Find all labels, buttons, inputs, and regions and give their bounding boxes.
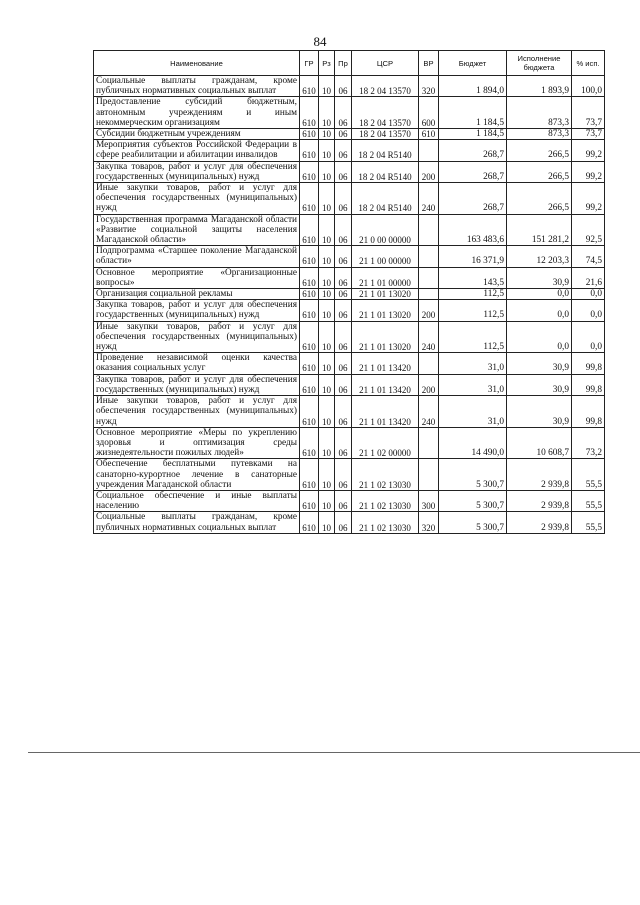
cell-percent: 100,0: [572, 76, 605, 97]
cell-csr: 18 2 04 R5140: [352, 161, 419, 182]
cell-csr: 21 1 01 00000: [352, 267, 419, 288]
cell-pr: 06: [335, 353, 352, 374]
table-header-row: [94, 51, 605, 76]
cell-percent: 99,2: [572, 183, 605, 215]
cell-gr: 610: [300, 76, 319, 97]
cell-pr: 06: [335, 129, 352, 140]
cell-percent: 99,2: [572, 140, 605, 161]
table-row: [94, 374, 605, 395]
cell-vr: [419, 267, 439, 288]
cell-name: Социальное обеспечение и иные выплаты населению: [94, 490, 300, 511]
cell-percent: 55,5: [572, 512, 605, 533]
cell-budget: 112,5: [439, 300, 507, 321]
cell-execution: 2 939,8: [507, 459, 572, 491]
cell-vr: [419, 353, 439, 374]
cell-pr: 06: [335, 300, 352, 321]
cell-vr: [419, 246, 439, 267]
cell-budget: 14 490,0: [439, 427, 507, 459]
cell-pr: 06: [335, 374, 352, 395]
cell-rz: 10: [319, 97, 335, 129]
cell-csr: 18 2 04 R5140: [352, 140, 419, 161]
cell-csr: 21 0 00 00000: [352, 214, 419, 246]
cell-rz: 10: [319, 353, 335, 374]
cell-execution: 0,0: [507, 289, 572, 300]
cell-name: Иные закупки товаров, работ и услуг для обеспечения государственных (муниципальных) нужд: [94, 183, 300, 215]
cell-percent: 74,5: [572, 246, 605, 267]
cell-execution: 30,9: [507, 353, 572, 374]
cell-rz: 10: [319, 76, 335, 97]
cell-rz: 10: [319, 459, 335, 491]
cell-rz: 10: [319, 512, 335, 533]
cell-budget: 5 300,7: [439, 512, 507, 533]
table-row: [94, 183, 605, 215]
cell-gr: 610: [300, 300, 319, 321]
cell-pr: 06: [335, 214, 352, 246]
cell-budget: 268,7: [439, 140, 507, 161]
cell-percent: 0,0: [572, 321, 605, 353]
cell-name: Закупка товаров, работ и услуг для обеспечения государственных (муниципальных) нужд: [94, 300, 300, 321]
cell-budget: 1 184,5: [439, 129, 507, 140]
cell-pr: 06: [335, 246, 352, 267]
cell-name: Мероприятия субъектов Российской Федерации в сфере реабилитации и абилитации инвалидов: [94, 140, 300, 161]
header-pr: Пр: [335, 51, 352, 76]
cell-budget: 31,0: [439, 353, 507, 374]
cell-budget: 268,7: [439, 183, 507, 215]
cell-csr: 21 1 02 13030: [352, 512, 419, 533]
cell-vr: [419, 427, 439, 459]
cell-rz: 10: [319, 140, 335, 161]
cell-csr: 21 1 00 00000: [352, 246, 419, 267]
header-name: Наименование: [94, 51, 300, 76]
table-row: [94, 161, 605, 182]
cell-budget: 31,0: [439, 396, 507, 428]
cell-rz: 10: [319, 427, 335, 459]
table-row: [94, 214, 605, 246]
cell-percent: 99,8: [572, 353, 605, 374]
cell-gr: 610: [300, 267, 319, 288]
cell-percent: 73,7: [572, 97, 605, 129]
cell-gr: 610: [300, 459, 319, 491]
cell-vr: 610: [419, 129, 439, 140]
cell-name: Социальные выплаты гражданам, кроме публичных нормативных социальных выплат: [94, 76, 300, 97]
cell-vr: [419, 140, 439, 161]
header-percent: % исп.: [572, 51, 605, 76]
cell-budget: 1 184,5: [439, 97, 507, 129]
cell-vr: 320: [419, 512, 439, 533]
cell-gr: 610: [300, 161, 319, 182]
cell-budget: 5 300,7: [439, 459, 507, 491]
cell-gr: 610: [300, 321, 319, 353]
cell-name: Организация социальной рекламы: [94, 289, 300, 300]
cell-execution: 12 203,3: [507, 246, 572, 267]
cell-csr: 18 2 04 13570: [352, 97, 419, 129]
cell-rz: 10: [319, 374, 335, 395]
cell-rz: 10: [319, 161, 335, 182]
cell-budget: 112,5: [439, 321, 507, 353]
cell-gr: 610: [300, 374, 319, 395]
cell-execution: 873,3: [507, 97, 572, 129]
cell-gr: 610: [300, 214, 319, 246]
cell-vr: [419, 214, 439, 246]
cell-pr: 06: [335, 289, 352, 300]
cell-gr: 610: [300, 289, 319, 300]
cell-rz: 10: [319, 490, 335, 511]
cell-name: Проведение независимой оценки качества оказания социальных услуг: [94, 353, 300, 374]
cell-execution: 266,5: [507, 161, 572, 182]
table-row: [94, 246, 605, 267]
cell-percent: 99,8: [572, 396, 605, 428]
table-row: [94, 396, 605, 428]
cell-rz: 10: [319, 300, 335, 321]
cell-gr: 610: [300, 97, 319, 129]
cell-vr: 200: [419, 161, 439, 182]
cell-percent: 99,2: [572, 161, 605, 182]
cell-budget: 5 300,7: [439, 490, 507, 511]
header-budget: Бюджет: [439, 51, 507, 76]
cell-execution: 0,0: [507, 321, 572, 353]
cell-name: Иные закупки товаров, работ и услуг для обеспечения государственных (муниципальных) нужд: [94, 396, 300, 428]
cell-execution: 873,3: [507, 129, 572, 140]
cell-budget: 16 371,9: [439, 246, 507, 267]
cell-gr: 610: [300, 490, 319, 511]
cell-gr: 610: [300, 512, 319, 533]
cell-rz: 10: [319, 214, 335, 246]
cell-execution: 30,9: [507, 396, 572, 428]
cell-gr: 610: [300, 183, 319, 215]
cell-execution: 2 939,8: [507, 490, 572, 511]
table-row: [94, 289, 605, 300]
cell-execution: 1 893,9: [507, 76, 572, 97]
cell-execution: 10 608,7: [507, 427, 572, 459]
cell-csr: 21 1 01 13020: [352, 289, 419, 300]
cell-pr: 06: [335, 321, 352, 353]
cell-name: Закупка товаров, работ и услуг для обеспечения государственных (муниципальных) нужд: [94, 374, 300, 395]
cell-pr: 06: [335, 459, 352, 491]
cell-csr: 21 1 02 00000: [352, 427, 419, 459]
cell-percent: 73,2: [572, 427, 605, 459]
table-row: [94, 300, 605, 321]
cell-pr: 06: [335, 512, 352, 533]
cell-percent: 55,5: [572, 459, 605, 491]
cell-pr: 06: [335, 183, 352, 215]
cell-gr: 610: [300, 353, 319, 374]
cell-rz: 10: [319, 267, 335, 288]
table-row: [94, 97, 605, 129]
table-row: [94, 459, 605, 491]
cell-name: Основное мероприятие «Меры по укреплению здоровья и оптимизация среды жизнедеятельности пожилых людей»: [94, 427, 300, 459]
header-gr: ГР: [300, 51, 319, 76]
cell-csr: 21 1 02 13030: [352, 490, 419, 511]
cell-vr: 300: [419, 490, 439, 511]
cell-gr: 610: [300, 427, 319, 459]
cell-csr: 21 1 01 13020: [352, 300, 419, 321]
cell-name: Государственная программа Магаданской области «Развитие социальной защиты населения Магаданской области»: [94, 214, 300, 246]
cell-execution: 266,5: [507, 183, 572, 215]
cell-percent: 0,0: [572, 289, 605, 300]
cell-name: Обеспечение бесплатными путевками на санаторно-курортное лечение в санаторные учреждения Магаданской области: [94, 459, 300, 491]
cell-vr: 200: [419, 374, 439, 395]
table-row: [94, 129, 605, 140]
cell-rz: 10: [319, 289, 335, 300]
cell-vr: 600: [419, 97, 439, 129]
header-execution: Исполнение бюджета: [507, 51, 572, 76]
cell-vr: 240: [419, 183, 439, 215]
cell-name: Закупка товаров, работ и услуг для обеспечения государственных (муниципальных) нужд: [94, 161, 300, 182]
cell-name: Основное мероприятие «Организационные вопросы»: [94, 267, 300, 288]
cell-vr: 240: [419, 321, 439, 353]
table-body: [94, 76, 605, 534]
cell-budget: 163 483,6: [439, 214, 507, 246]
cell-budget: 143,5: [439, 267, 507, 288]
cell-budget: 268,7: [439, 161, 507, 182]
cell-percent: 99,8: [572, 374, 605, 395]
cell-execution: 30,9: [507, 374, 572, 395]
cell-budget: 1 894,0: [439, 76, 507, 97]
cell-percent: 73,7: [572, 129, 605, 140]
cell-pr: 06: [335, 140, 352, 161]
cell-gr: 610: [300, 129, 319, 140]
cell-pr: 06: [335, 161, 352, 182]
table-row: [94, 512, 605, 533]
cell-vr: 240: [419, 396, 439, 428]
cell-budget: 31,0: [439, 374, 507, 395]
table-row: [94, 353, 605, 374]
cell-vr: 320: [419, 76, 439, 97]
header-csr: ЦСР: [352, 51, 419, 76]
cell-rz: 10: [319, 321, 335, 353]
cell-pr: 06: [335, 427, 352, 459]
cell-vr: [419, 289, 439, 300]
cell-name: Предоставление субсидий бюджетным, автономным учреждениям и иным некоммерческим организациям: [94, 97, 300, 129]
cell-percent: 92,5: [572, 214, 605, 246]
cell-name: Субсидии бюджетным учреждениям: [94, 129, 300, 140]
cell-pr: 06: [335, 396, 352, 428]
cell-percent: 0,0: [572, 300, 605, 321]
cell-pr: 06: [335, 76, 352, 97]
cell-rz: 10: [319, 129, 335, 140]
cell-percent: 55,5: [572, 490, 605, 511]
cell-percent: 21,6: [572, 267, 605, 288]
table-row: [94, 427, 605, 459]
cell-gr: 610: [300, 396, 319, 428]
cell-name: Социальные выплаты гражданам, кроме публичных нормативных социальных выплат: [94, 512, 300, 533]
cell-vr: 200: [419, 300, 439, 321]
page-separator-line: [28, 752, 640, 753]
table-row: [94, 76, 605, 97]
cell-csr: 21 1 01 13420: [352, 353, 419, 374]
cell-pr: 06: [335, 267, 352, 288]
page-number: 84: [313, 34, 327, 49]
cell-csr: 21 1 01 13020: [352, 321, 419, 353]
cell-vr: [419, 459, 439, 491]
cell-name: Подпрограмма «Старшее поколение Магаданской области»: [94, 246, 300, 267]
cell-budget: 112,5: [439, 289, 507, 300]
cell-execution: 30,9: [507, 267, 572, 288]
table-row: [94, 321, 605, 353]
cell-rz: 10: [319, 183, 335, 215]
cell-execution: 0,0: [507, 300, 572, 321]
cell-execution: 266,5: [507, 140, 572, 161]
cell-csr: 21 1 01 13420: [352, 396, 419, 428]
header-rz: Рз: [319, 51, 335, 76]
table-row: [94, 490, 605, 511]
cell-pr: 06: [335, 97, 352, 129]
table-row: [94, 267, 605, 288]
cell-csr: 21 1 02 13030: [352, 459, 419, 491]
header-vr: ВР: [419, 51, 439, 76]
cell-pr: 06: [335, 490, 352, 511]
cell-rz: 10: [319, 396, 335, 428]
cell-execution: 2 939,8: [507, 512, 572, 533]
budget-table: [93, 50, 605, 534]
table-row: [94, 140, 605, 161]
cell-csr: 18 2 04 13570: [352, 129, 419, 140]
cell-csr: 21 1 01 13420: [352, 374, 419, 395]
cell-csr: 18 2 04 13570: [352, 76, 419, 97]
cell-execution: 151 281,2: [507, 214, 572, 246]
cell-csr: 18 2 04 R5140: [352, 183, 419, 215]
cell-rz: 10: [319, 246, 335, 267]
cell-gr: 610: [300, 246, 319, 267]
cell-name: Иные закупки товаров, работ и услуг для обеспечения государственных (муниципальных) нужд: [94, 321, 300, 353]
cell-gr: 610: [300, 140, 319, 161]
